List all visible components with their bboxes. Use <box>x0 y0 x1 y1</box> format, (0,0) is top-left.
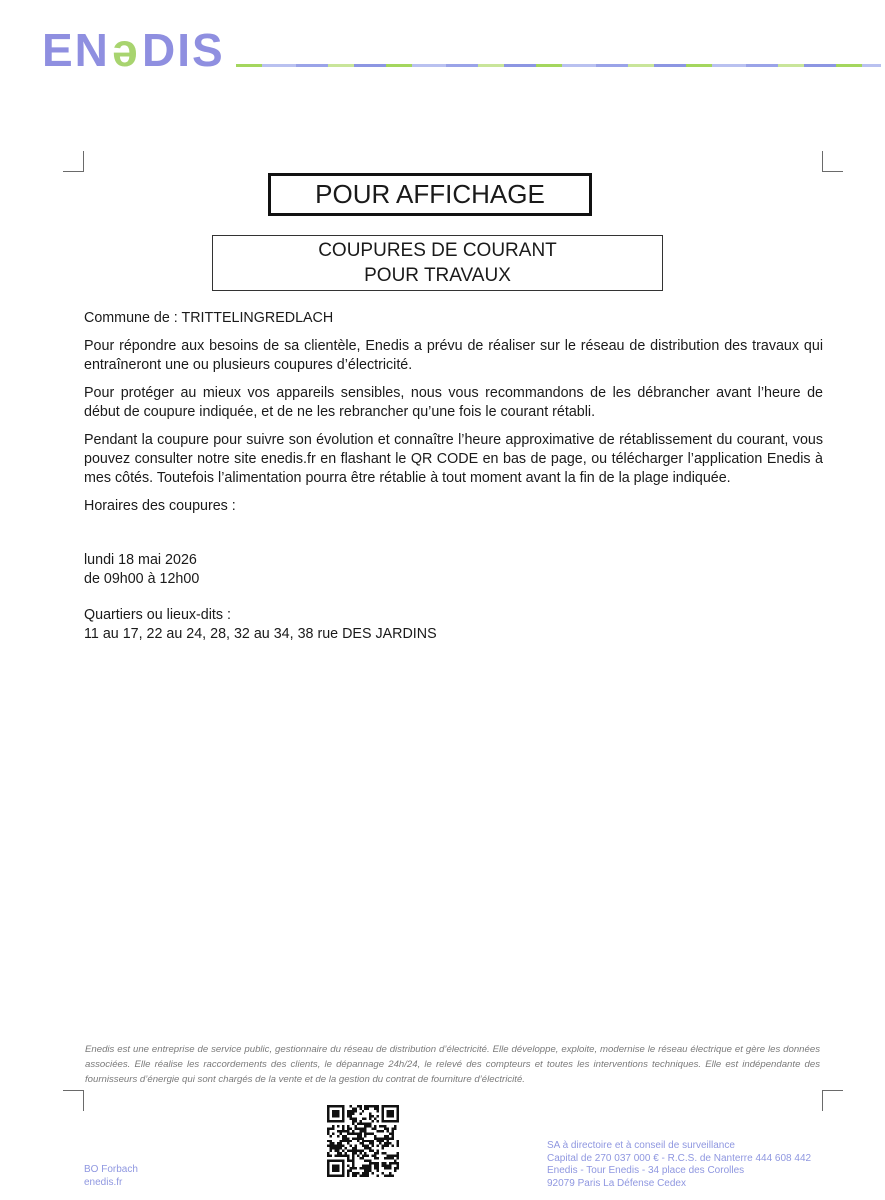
company-line-1: SA à directoire et à conseil de surveillance <box>547 1140 735 1151</box>
header-decorative-line <box>236 64 881 67</box>
svg-text:EN: EN <box>42 26 110 70</box>
svg-text:DIS: DIS <box>142 26 225 70</box>
schedule-date: lundi 18 mai 2026 <box>84 552 197 568</box>
areas-value: 11 au 17, 22 au 24, 28, 32 au 34, 38 rue DES JARDINS <box>84 626 437 642</box>
subtitle-line-1: COUPURES DE COURANT <box>318 240 557 261</box>
schedule-time: de 09h00 à 12h00 <box>84 571 200 587</box>
crop-mark-bottom-right <box>822 1090 843 1111</box>
website-link[interactable]: enedis.fr <box>84 1177 123 1188</box>
commune-line: Commune de : TRITTELINGREDLACH <box>84 310 334 326</box>
company-info <box>547 1140 811 1190</box>
areas-label: Quartiers ou lieux-dits : <box>84 607 231 623</box>
qr-code-icon[interactable] <box>327 1105 399 1177</box>
paragraph-needs: Pour répondre aux besoins de sa clientèle, Enedis a prévu de réaliser sur le réseau de distribution des travaux qui entraîneront une ou plusieurs coupures d’électricité. <box>84 338 823 373</box>
company-line-3: Enedis - Tour Enedis - 34 place des Corolles <box>547 1165 745 1176</box>
footer-left <box>84 1163 138 1189</box>
crop-mark-top-left <box>63 151 84 172</box>
office-name: BO Forbach <box>84 1164 138 1175</box>
svg-text:ə: ə <box>112 26 138 70</box>
notice-body <box>84 309 823 644</box>
crop-mark-top-right <box>822 151 843 172</box>
paragraph-protect: Pour protéger au mieux vos appareils sensibles, nous vous recommandons de les débrancher avant l’heure de début de coupure indiquée, et de ne les rebrancher qu’une fois le courant rétabli. <box>84 385 823 420</box>
title-box <box>268 173 592 216</box>
company-line-2: Capital de 270 037 000 € - R.C.S. de Nanterre 444 608 442 <box>547 1152 812 1164</box>
subtitle-line-2: POUR TRAVAUX <box>364 265 511 286</box>
subtitle-box <box>212 235 663 291</box>
schedule-label: Horaires des coupures : <box>84 498 236 514</box>
enedis-logo <box>42 26 232 70</box>
legal-disclaimer: Enedis est une entreprise de service public, gestionnaire du réseau de distribution d’électricité. Elle développe, exploite, modernise le réseau électrique et gère les données associées. Elle réalise les raccordements des clients, le dépannage 24h/24, le relevé des compteurs et toutes les interventions techniques. Elle est indépendante des fournisseurs d’énergie qui sont chargés de la vente et de la gestion du contrat de fourniture d’électricité. <box>85 1044 820 1085</box>
page-title: POUR AFFICHAGE <box>315 179 545 209</box>
company-line-4: 92079 Paris La Défense Cedex <box>547 1177 686 1189</box>
paragraph-follow: Pendant la coupure pour suivre son évolution et connaître l’heure approximative de rétablissement du courant, vous pouvez consulter notre site enedis.fr en flashant le QR CODE en bas de page, ou télécharger l’application Enedis à mes côtés. Toutefois l’alimentation pourra être rétablie à tout moment avant la fin de la plage indiquée. <box>84 432 823 486</box>
crop-mark-bottom-left <box>63 1090 84 1111</box>
